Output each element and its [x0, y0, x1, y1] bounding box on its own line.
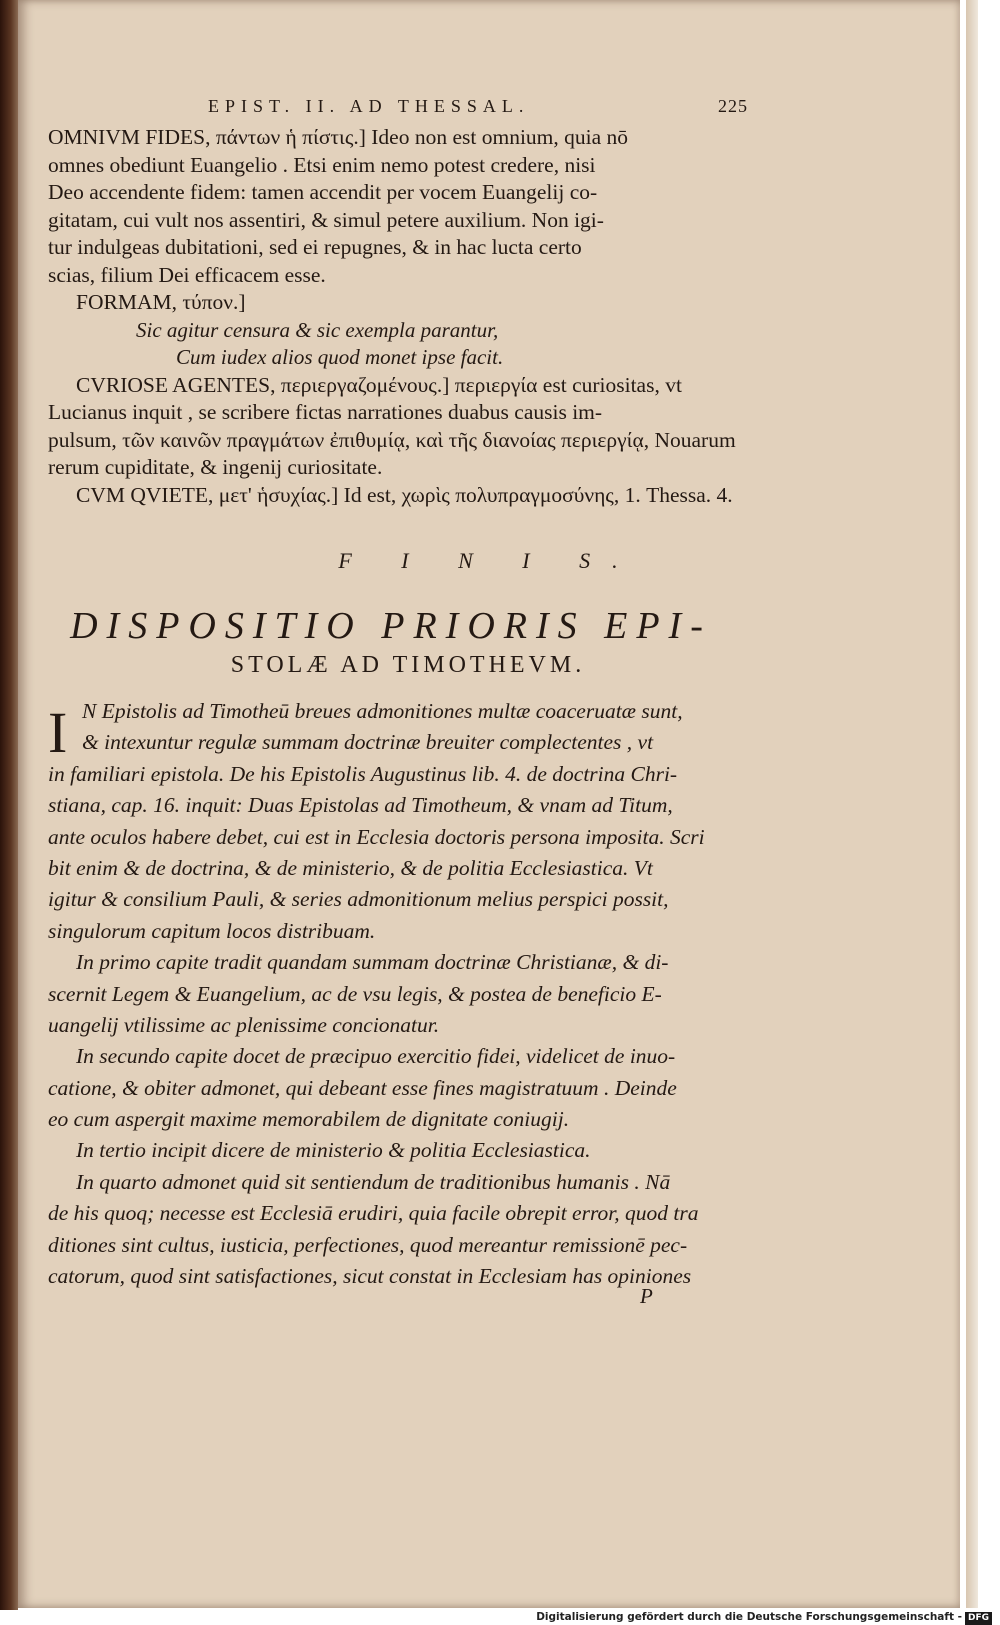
text-line: stiana, cap. 16. inquit: Duas Epistolas ad Timotheum, & vnam ad Titum,	[48, 793, 673, 818]
commentary-block	[48, 124, 768, 509]
dfg-logo: DFG	[965, 1612, 992, 1625]
lemma-formam: FORMAM, τύπον.]	[76, 290, 246, 314]
verse-line: Sic agitur censura & sic exempla parantur,	[136, 317, 499, 342]
verse-line: Cum iudex alios quod monet ipse facit.	[176, 345, 504, 369]
running-head-title: EPIST. II. AD THESSAL.	[208, 96, 530, 116]
section-heading-continued: STOLÆ AD TIMOTHEVM.	[230, 652, 586, 678]
lemma-cum-quiete: CVM QVIETE, μετ' ἡσυχίας.] Id est, χωρὶς πολυπραγμοσύνης, 1. Thessa. 4.	[76, 482, 733, 507]
text-line: igitur & consilium Pauli, & series admonitionum melius perspici possit,	[48, 887, 669, 912]
text-line: in familiari epistola. De his Epistolis Augustinus lib. 4. de doctrina Chri-	[48, 761, 678, 786]
text-line: catorum, quod sint satisfactiones, sicut constat in Ecclesiam has opiniones	[48, 1264, 692, 1289]
text-line: tur indulgeas dubitationi, sed ei repugnes, & in hac lucta certo	[48, 235, 582, 259]
drop-cap: I	[48, 700, 68, 765]
footer-credit-text: Digitalisierung gefördert durch die Deutsche Forschungsgemeinschaft -	[536, 1611, 962, 1623]
text-line: scernit Legem & Euangelium, ac de vsu legis, & postea de beneficio E-	[48, 981, 662, 1006]
page-number: 225	[718, 96, 748, 116]
text-line: gitatam, cui vult nos assentiri, & simul petere auxilium. Non igi-	[48, 207, 604, 232]
text-line: ditiones sint cultus, iusticia, perfectiones, quod mereantur remissionē pec-	[48, 1232, 688, 1257]
text-line: pulsum, τῶν καινῶν πραγμάτων ἐπιθυμίᾳ, καὶ τῆς διανοίας περιεργίᾳ, Nouarum	[48, 427, 736, 452]
book-page	[18, 0, 960, 1608]
text-line: Lucianus inquit , se scribere fictas narrationes duabus causis im-	[48, 400, 603, 424]
text-line: de his quoq; necesse est Ecclesiā erudiri, quia facile obrepit error, quod tra	[48, 1201, 699, 1226]
text-line: catione, & obiter admonet, qui debeant esse fines magistratuum . Deinde	[48, 1075, 677, 1100]
footer-credit	[536, 1610, 992, 1625]
text-line: OMNIVM FIDES, πάντων ἡ πίστις.] Ideo non est omnium, quia nō	[48, 125, 629, 149]
text-line: & intexuntur regulæ summam doctrinæ breuiter complectentes , vt	[82, 730, 654, 755]
text-line: In tertio incipit dicere de ministerio & politia Ecclesiastica.	[76, 1138, 591, 1163]
text-line: uangelij vtilissime ac plenissime concionatur.	[48, 1012, 440, 1037]
text-line: In secundo capite docet de præcipuo exercitio fidei, videlicet de inuo-	[76, 1044, 676, 1069]
lemma-curiose: CVRIOSE AGENTES, περιεργαζομένους.] περιεργία est curiositas, vt	[76, 372, 682, 397]
text-line: N Epistolis ad Timotheū breues admonitiones multæ coaceruatæ sunt,	[82, 699, 683, 723]
finis-mark: F I N I S.	[338, 548, 640, 573]
running-head	[208, 96, 748, 117]
text-line: eo cum aspergit maxime memorabilem de dignitate coniugij.	[48, 1107, 570, 1132]
section-heading: DISPOSITIO PRIORIS EPI-	[70, 605, 712, 647]
signature-mark: P	[640, 1284, 653, 1308]
text-line: singulorum capitum locos distribuam.	[48, 918, 376, 943]
text-line: Deo accendente fidem: tamen accendit per vocem Euangelij co-	[48, 180, 598, 204]
disposition-text	[48, 696, 768, 1292]
text-line: rerum cupiditate, & ingenij curiositate.	[48, 455, 383, 479]
book-spine-edge	[0, 0, 18, 1610]
text-line: bit enim & de doctrina, & de ministerio, & de politia Ecclesiastica. Vt	[48, 855, 653, 880]
text-line: In primo capite tradit quandam summam doctrinæ Christianæ, & di-	[76, 950, 669, 975]
page-edge-shade	[966, 0, 978, 1608]
text-line: In quarto admonet quid sit sentiendum de traditionibus humanis . Nā	[76, 1169, 671, 1194]
text-line: scias, filium Dei efficacem esse.	[48, 262, 326, 287]
text-line: omnes obediunt Euangelio . Etsi enim nemo potest credere, nisi	[48, 152, 596, 177]
text-line: ante oculos habere debet, cui est in Ecclesia doctoris persona imposita. Scri	[48, 824, 705, 849]
